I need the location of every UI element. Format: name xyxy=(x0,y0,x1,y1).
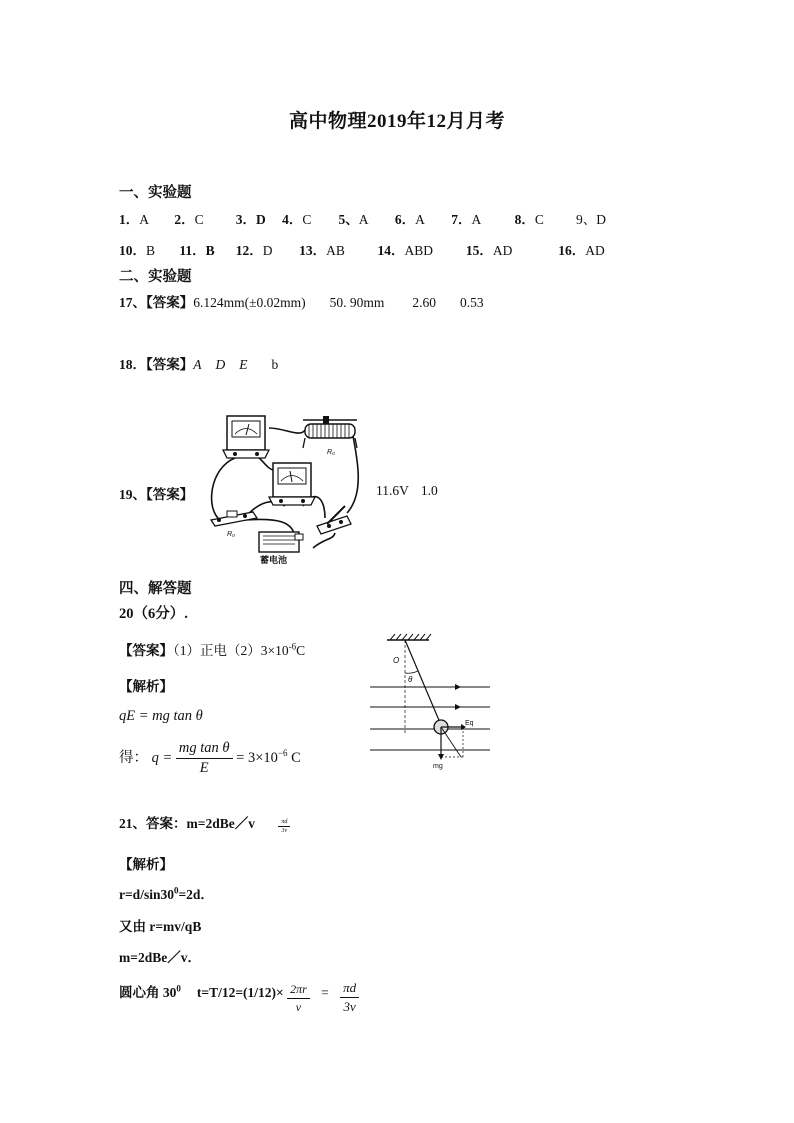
q21-line-1: $r=d/\sin 30^0=2d$． xyxy=(119,885,214,902)
mc-item: 10．B xyxy=(119,243,156,258)
mc-answers-row-2 xyxy=(119,239,605,259)
q20-equation-1: qE = mg tan θ xyxy=(119,708,203,724)
ammeter-1 xyxy=(223,416,269,458)
q20-answer-text: （1）正电（2）3×10 xyxy=(173,643,289,658)
mc-item: 11．B xyxy=(179,243,215,258)
q21-line-2: 又由 r=mv/qB xyxy=(119,919,202,934)
pivot-label: O xyxy=(393,656,400,665)
fixed-resistor xyxy=(211,511,257,538)
battery-label: 蓄电池 xyxy=(260,555,288,565)
q20-equation-2: 得： q = $\frac{\text{mg tan θ}}{E}$ = $3\times 10^{-6}$ C xyxy=(119,740,301,776)
mc-item: 9、D xyxy=(576,212,606,227)
q17-value-1: 6.124mm(±0.02mm) xyxy=(193,295,306,310)
rheostat xyxy=(303,416,357,456)
mc-item: 4．C xyxy=(282,212,312,227)
mc-item: 14．ABD xyxy=(377,243,434,258)
mc-item: 13．AB xyxy=(299,243,345,258)
q17-answer xyxy=(119,291,484,311)
fixed-resistor-label: R₀ xyxy=(227,531,236,538)
q18-answer xyxy=(119,353,278,373)
q18-value-4: b xyxy=(271,357,279,372)
section-heading-1: 一、实验题 xyxy=(119,185,192,201)
mc-item: 7．A xyxy=(451,212,482,227)
section-heading-2: 二、实验题 xyxy=(119,269,192,285)
q21-answer: 21、答案：m=2dBe／v $\frac{\pi d}{3v}$ xyxy=(119,812,290,834)
mc-item: 2．C xyxy=(174,212,204,227)
mc-answers-row-1 xyxy=(119,208,606,228)
section-heading-4: 四、解答题 xyxy=(119,581,192,597)
q19-label: 19、【答案】 xyxy=(119,487,194,502)
mc-item: 5、A xyxy=(338,212,369,227)
mc-item: 15．AD xyxy=(465,243,513,258)
q20-analysis-label: 【解析】 xyxy=(119,679,173,694)
voltmeter xyxy=(269,463,315,505)
mc-item: 1．A xyxy=(119,212,149,227)
mc-item: 8．C xyxy=(514,212,544,227)
q17-label: 17、【答案】 xyxy=(119,295,194,310)
q18-label: 18．【答案】 xyxy=(119,357,194,372)
q21-analysis-label: 【解析】 xyxy=(119,857,173,872)
q20-answer: 【答案】（1）正电$(2)3\times 10^{-6}C$ xyxy=(119,641,306,658)
mc-item: 16．AD xyxy=(558,243,605,258)
q20-answer-label: 【答案】 xyxy=(119,643,173,658)
angle-label: θ xyxy=(408,675,413,684)
q19-value-2: 1.0 xyxy=(420,483,438,498)
q21-line-4: 圆心角 $30^0$ t=T/12=(1/12)× $\frac{2\pi r}{v}$ = $\frac{\pi d}{3v}$ xyxy=(119,980,359,1015)
mc-item: 12．D xyxy=(235,243,273,258)
q17-value-2: 50. 90mm xyxy=(329,295,385,310)
q17-value-3: 2.60 xyxy=(412,295,437,310)
gravity-label: mg xyxy=(433,763,443,770)
q19-value-1: 11.6V xyxy=(376,483,409,498)
battery xyxy=(259,532,303,565)
q18-value-1: A xyxy=(193,357,202,372)
switch xyxy=(317,506,351,534)
q20-heading: 20（6分）. xyxy=(119,606,188,622)
q17-value-4: 0.53 xyxy=(460,295,484,310)
electric-force-label: Eq xyxy=(465,720,474,727)
q18-value-2: D xyxy=(215,357,226,372)
q19-values xyxy=(376,483,438,499)
circuit-diagram xyxy=(205,408,365,568)
mc-item: 3．D xyxy=(235,212,266,227)
page-title: 高中物理2019年12月月考 xyxy=(288,111,505,132)
q18-value-3: E xyxy=(239,357,248,372)
mc-item: 6．A xyxy=(394,212,425,227)
pendulum-diagram xyxy=(365,633,495,773)
q21-line-3: m=2dBe／v． xyxy=(119,950,201,965)
q21-tiny-fraction: $\frac{\pi d}{3v}$ xyxy=(278,819,290,834)
rheostat-label: R₀ xyxy=(327,449,336,456)
